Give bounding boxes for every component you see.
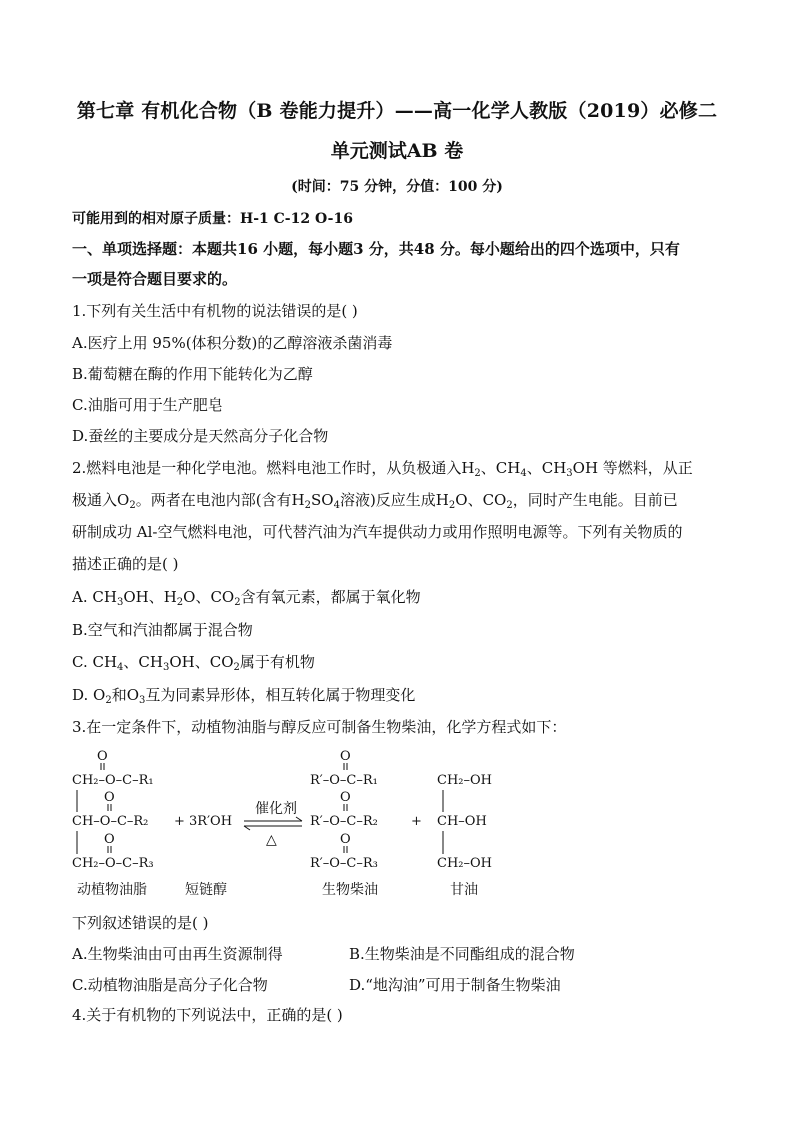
- svg-text:CH₂–OH: CH₂–OH: [437, 773, 492, 788]
- section-heading-cont: 一项是符合题目要求的。: [72, 270, 238, 288]
- svg-text:R′–O–C–R₂: R′–O–C–R₂: [310, 814, 378, 829]
- q2-option-a: A. $CH_3OH$、$H_2O$、$CO_2$含有氧元素，都属于氧化物: [72, 588, 421, 608]
- svg-text:O: O: [340, 832, 351, 847]
- q1-option-a: A.医疗上用 95%(体积分数)的乙醇溶液杀菌消毒: [72, 334, 393, 352]
- transesterification-equation-diagram: [72, 748, 722, 908]
- time-score-info: (时间：75 分钟，分值：100 分): [291, 179, 503, 195]
- caption-fat: 动植物油脂: [77, 882, 147, 898]
- svg-text:O: O: [340, 790, 351, 805]
- svg-text:CH₂–OH: CH₂–OH: [437, 856, 492, 871]
- q2-stem: 2.燃料电池是一种化学电池。燃料电池工作时，从负极通入$H_2$、$CH_4$、$CH_3OH$ 等燃料，从正: [72, 459, 693, 479]
- glycerol-structure: [437, 773, 492, 871]
- caption-alcohol: 短链醇: [185, 882, 227, 898]
- section-heading: 一、单项选择题：本题共16 小题，每小题3 分，共48 分。每小题给出的四个选项中，只有: [72, 240, 680, 258]
- q1-option-d: D.蚕丝的主要成分是天然高分子化合物: [72, 427, 329, 445]
- plus-sign: +: [411, 814, 422, 829]
- svg-text:O: O: [97, 749, 108, 764]
- q2-stem-line3: 研制成功 Al-空气燃料电池，可代替汽油为汽车提供动力或用作照明电源等。下列有关物质的: [72, 523, 683, 541]
- q3-option-d: D.“地沟油”可用于制备生物柴油: [349, 976, 561, 994]
- q2-option-b: B.空气和汽油都属于混合物: [72, 621, 253, 639]
- biodiesel-structure: [310, 749, 378, 871]
- q3-option-c: C.动植物油脂是高分子化合物: [72, 976, 268, 994]
- atomic-mass-note: 可能用到的相对原子质量：H-1 C-12 O-16: [72, 211, 353, 227]
- svg-text:O: O: [104, 832, 115, 847]
- heat-symbol: △: [266, 832, 277, 848]
- q1-stem: 1.下列有关生活中有机物的说法错误的是( ): [72, 302, 358, 320]
- q3-option-b: B.生物柴油是不同酯组成的混合物: [349, 945, 575, 963]
- catalyst-label: 催化剂: [255, 801, 297, 817]
- svg-text:CH₂–O–C–R₃: CH₂–O–C–R₃: [72, 856, 154, 871]
- doc-title-line2: 单元测试AB 卷: [330, 140, 464, 162]
- q3-options-row2: [72, 974, 561, 995]
- doc-title: 第七章 有机化合物（B 卷能力提升）——高一化学人教版（2019）必修二: [76, 100, 718, 122]
- equilibrium-arrow: [244, 800, 302, 848]
- svg-text:O: O: [104, 790, 115, 805]
- q2-stem-line2: 极通入$O_2$。两者在电池内部(含有$H_2SO_4$溶液)反应生成$H_2O$、$CO_2$，同时产生电能。目前已: [72, 491, 678, 511]
- svg-text:CH₂–O–C–R₁: CH₂–O–C–R₁: [72, 773, 154, 788]
- svg-text:R′–O–C–R₃: R′–O–C–R₃: [310, 856, 378, 871]
- q3-prompt: 下列叙述错误的是( ): [72, 914, 209, 932]
- q1-option-c: C.油脂可用于生产肥皂: [72, 396, 223, 414]
- q1-option-b: B.葡萄糖在酶的作用下能转化为乙醇: [72, 365, 313, 383]
- svg-text:CH–O–C–R₂: CH–O–C–R₂: [72, 814, 149, 829]
- q3-stem: 3.在一定条件下，动植物油脂与醇反应可制备生物柴油，化学方程式如下：: [72, 718, 567, 736]
- q2-stem-line4: 描述正确的是( ): [72, 555, 179, 573]
- q4-stem: 4.关于有机物的下列说法中，正确的是( ): [72, 1006, 343, 1024]
- reagent-alcohol: + 3R′OH: [174, 814, 233, 829]
- svg-text:O: O: [340, 749, 351, 764]
- svg-text:R′–O–C–R₁: R′–O–C–R₁: [310, 773, 378, 788]
- caption-glycerol: 甘油: [450, 882, 478, 898]
- svg-text:CH–OH: CH–OH: [437, 814, 487, 829]
- q2-option-d: D. $O_2$和$O_3$互为同素异形体，相互转化属于物理变化: [72, 686, 416, 706]
- q2-option-c: C. $CH_4$、$CH_3OH$、$CO_2$属于有机物: [72, 653, 315, 673]
- q3-option-a: A.生物柴油由可由再生资源制得: [72, 945, 283, 963]
- triglyceride-structure: [72, 749, 154, 871]
- q3-options-row1: [72, 943, 575, 964]
- caption-biodiesel: 生物柴油: [322, 882, 378, 898]
